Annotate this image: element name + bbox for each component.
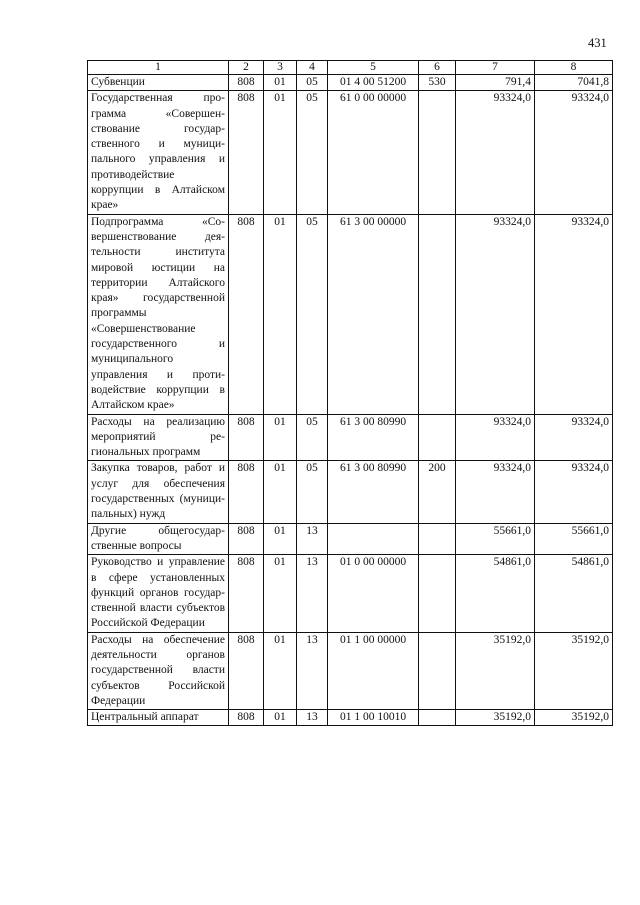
row-ved: 808 xyxy=(229,91,264,214)
row-subsection: 13 xyxy=(297,632,328,709)
row-name: Субвенции xyxy=(88,75,229,91)
row-sum-2: 35192,0 xyxy=(535,710,613,726)
row-section: 01 xyxy=(264,214,297,414)
row-name: Государственная программа «Совершенствование государственного и муниципального управления и противодействие коррупции в Алтайском крае» xyxy=(88,91,229,214)
row-subsection: 05 xyxy=(297,414,328,461)
row-expense-type xyxy=(419,710,456,726)
table-row xyxy=(88,91,613,214)
row-ved: 808 xyxy=(229,461,264,523)
row-sum-1: 93324,0 xyxy=(456,91,535,214)
row-sum-1: 791,4 xyxy=(456,75,535,91)
row-sum-1: 93324,0 xyxy=(456,414,535,461)
row-subsection: 13 xyxy=(297,555,328,632)
row-expense-type: 530 xyxy=(419,75,456,91)
header-cell: 4 xyxy=(297,61,328,75)
table-header-row xyxy=(88,61,613,75)
row-sum-2: 54861,0 xyxy=(535,555,613,632)
row-ved: 808 xyxy=(229,214,264,414)
row-section: 01 xyxy=(264,523,297,555)
row-subsection: 13 xyxy=(297,710,328,726)
row-subsection: 05 xyxy=(297,461,328,523)
header-cell: 7 xyxy=(456,61,535,75)
page-number: 431 xyxy=(588,36,607,50)
row-name: Другие общегосударственные вопросы xyxy=(88,523,229,555)
row-expense-type xyxy=(419,214,456,414)
row-section: 01 xyxy=(264,632,297,709)
table-row xyxy=(88,710,613,726)
header-cell: 8 xyxy=(535,61,613,75)
row-expense-type xyxy=(419,555,456,632)
row-sum-1: 35192,0 xyxy=(456,710,535,726)
row-section: 01 xyxy=(264,414,297,461)
row-subsection: 13 xyxy=(297,523,328,555)
row-name: Расходы на реализацию мероприятий региональных программ xyxy=(88,414,229,461)
row-sum-1: 35192,0 xyxy=(456,632,535,709)
row-target-article: 01 0 00 00000 xyxy=(328,555,419,632)
row-subsection: 05 xyxy=(297,75,328,91)
row-ved: 808 xyxy=(229,710,264,726)
row-ved: 808 xyxy=(229,632,264,709)
row-subsection: 05 xyxy=(297,91,328,214)
header-cell: 5 xyxy=(328,61,419,75)
row-sum-2: 55661,0 xyxy=(535,523,613,555)
row-sum-2: 93324,0 xyxy=(535,461,613,523)
header-cell: 6 xyxy=(419,61,456,75)
row-target-article: 61 3 00 80990 xyxy=(328,461,419,523)
row-name: Подпрограмма «Совершенствование деятельности института мировой юстиции на территории Алтайского края» государственной программы «Совершенствование государственного и муниципального управления и противодействие коррупции в Алтайском крае» xyxy=(88,214,229,414)
row-sum-2: 93324,0 xyxy=(535,91,613,214)
row-section: 01 xyxy=(264,91,297,214)
row-sum-1: 93324,0 xyxy=(456,461,535,523)
row-subsection: 05 xyxy=(297,214,328,414)
row-section: 01 xyxy=(264,75,297,91)
table-row xyxy=(88,555,613,632)
budget-table xyxy=(87,60,613,726)
row-ved: 808 xyxy=(229,523,264,555)
header-cell: 2 xyxy=(229,61,264,75)
row-expense-type xyxy=(419,632,456,709)
row-sum-2: 35192,0 xyxy=(535,632,613,709)
row-name: Центральный аппарат xyxy=(88,710,229,726)
header-cell: 3 xyxy=(264,61,297,75)
row-sum-2: 93324,0 xyxy=(535,214,613,414)
row-ved: 808 xyxy=(229,414,264,461)
row-expense-type xyxy=(419,523,456,555)
row-name: Расходы на обеспечение деятельности органов государственной власти субъектов Российской Федерации xyxy=(88,632,229,709)
row-section: 01 xyxy=(264,710,297,726)
table-row xyxy=(88,632,613,709)
row-target-article: 01 1 00 00000 xyxy=(328,632,419,709)
row-sum-1: 93324,0 xyxy=(456,214,535,414)
table-row xyxy=(88,414,613,461)
row-ved: 808 xyxy=(229,555,264,632)
row-sum-2: 93324,0 xyxy=(535,414,613,461)
row-target-article: 01 4 00 51200 xyxy=(328,75,419,91)
table-row xyxy=(88,461,613,523)
row-name: Закупка товаров, работ и услуг для обеспечения государственных (муниципальных) нужд xyxy=(88,461,229,523)
row-sum-2: 7041,8 xyxy=(535,75,613,91)
row-target-article: 61 3 00 80990 xyxy=(328,414,419,461)
row-expense-type xyxy=(419,414,456,461)
row-ved: 808 xyxy=(229,75,264,91)
row-target-article xyxy=(328,523,419,555)
row-section: 01 xyxy=(264,555,297,632)
row-target-article: 61 0 00 00000 xyxy=(328,91,419,214)
row-name: Руководство и управление в сфере установленных функций органов государственной власти субъектов Российской Федерации xyxy=(88,555,229,632)
table-row xyxy=(88,214,613,414)
row-section: 01 xyxy=(264,461,297,523)
row-target-article: 61 3 00 00000 xyxy=(328,214,419,414)
row-sum-1: 55661,0 xyxy=(456,523,535,555)
row-expense-type: 200 xyxy=(419,461,456,523)
header-cell: 1 xyxy=(88,61,229,75)
table-row xyxy=(88,523,613,555)
table-row xyxy=(88,75,613,91)
row-sum-1: 54861,0 xyxy=(456,555,535,632)
row-target-article: 01 1 00 10010 xyxy=(328,710,419,726)
row-expense-type xyxy=(419,91,456,214)
